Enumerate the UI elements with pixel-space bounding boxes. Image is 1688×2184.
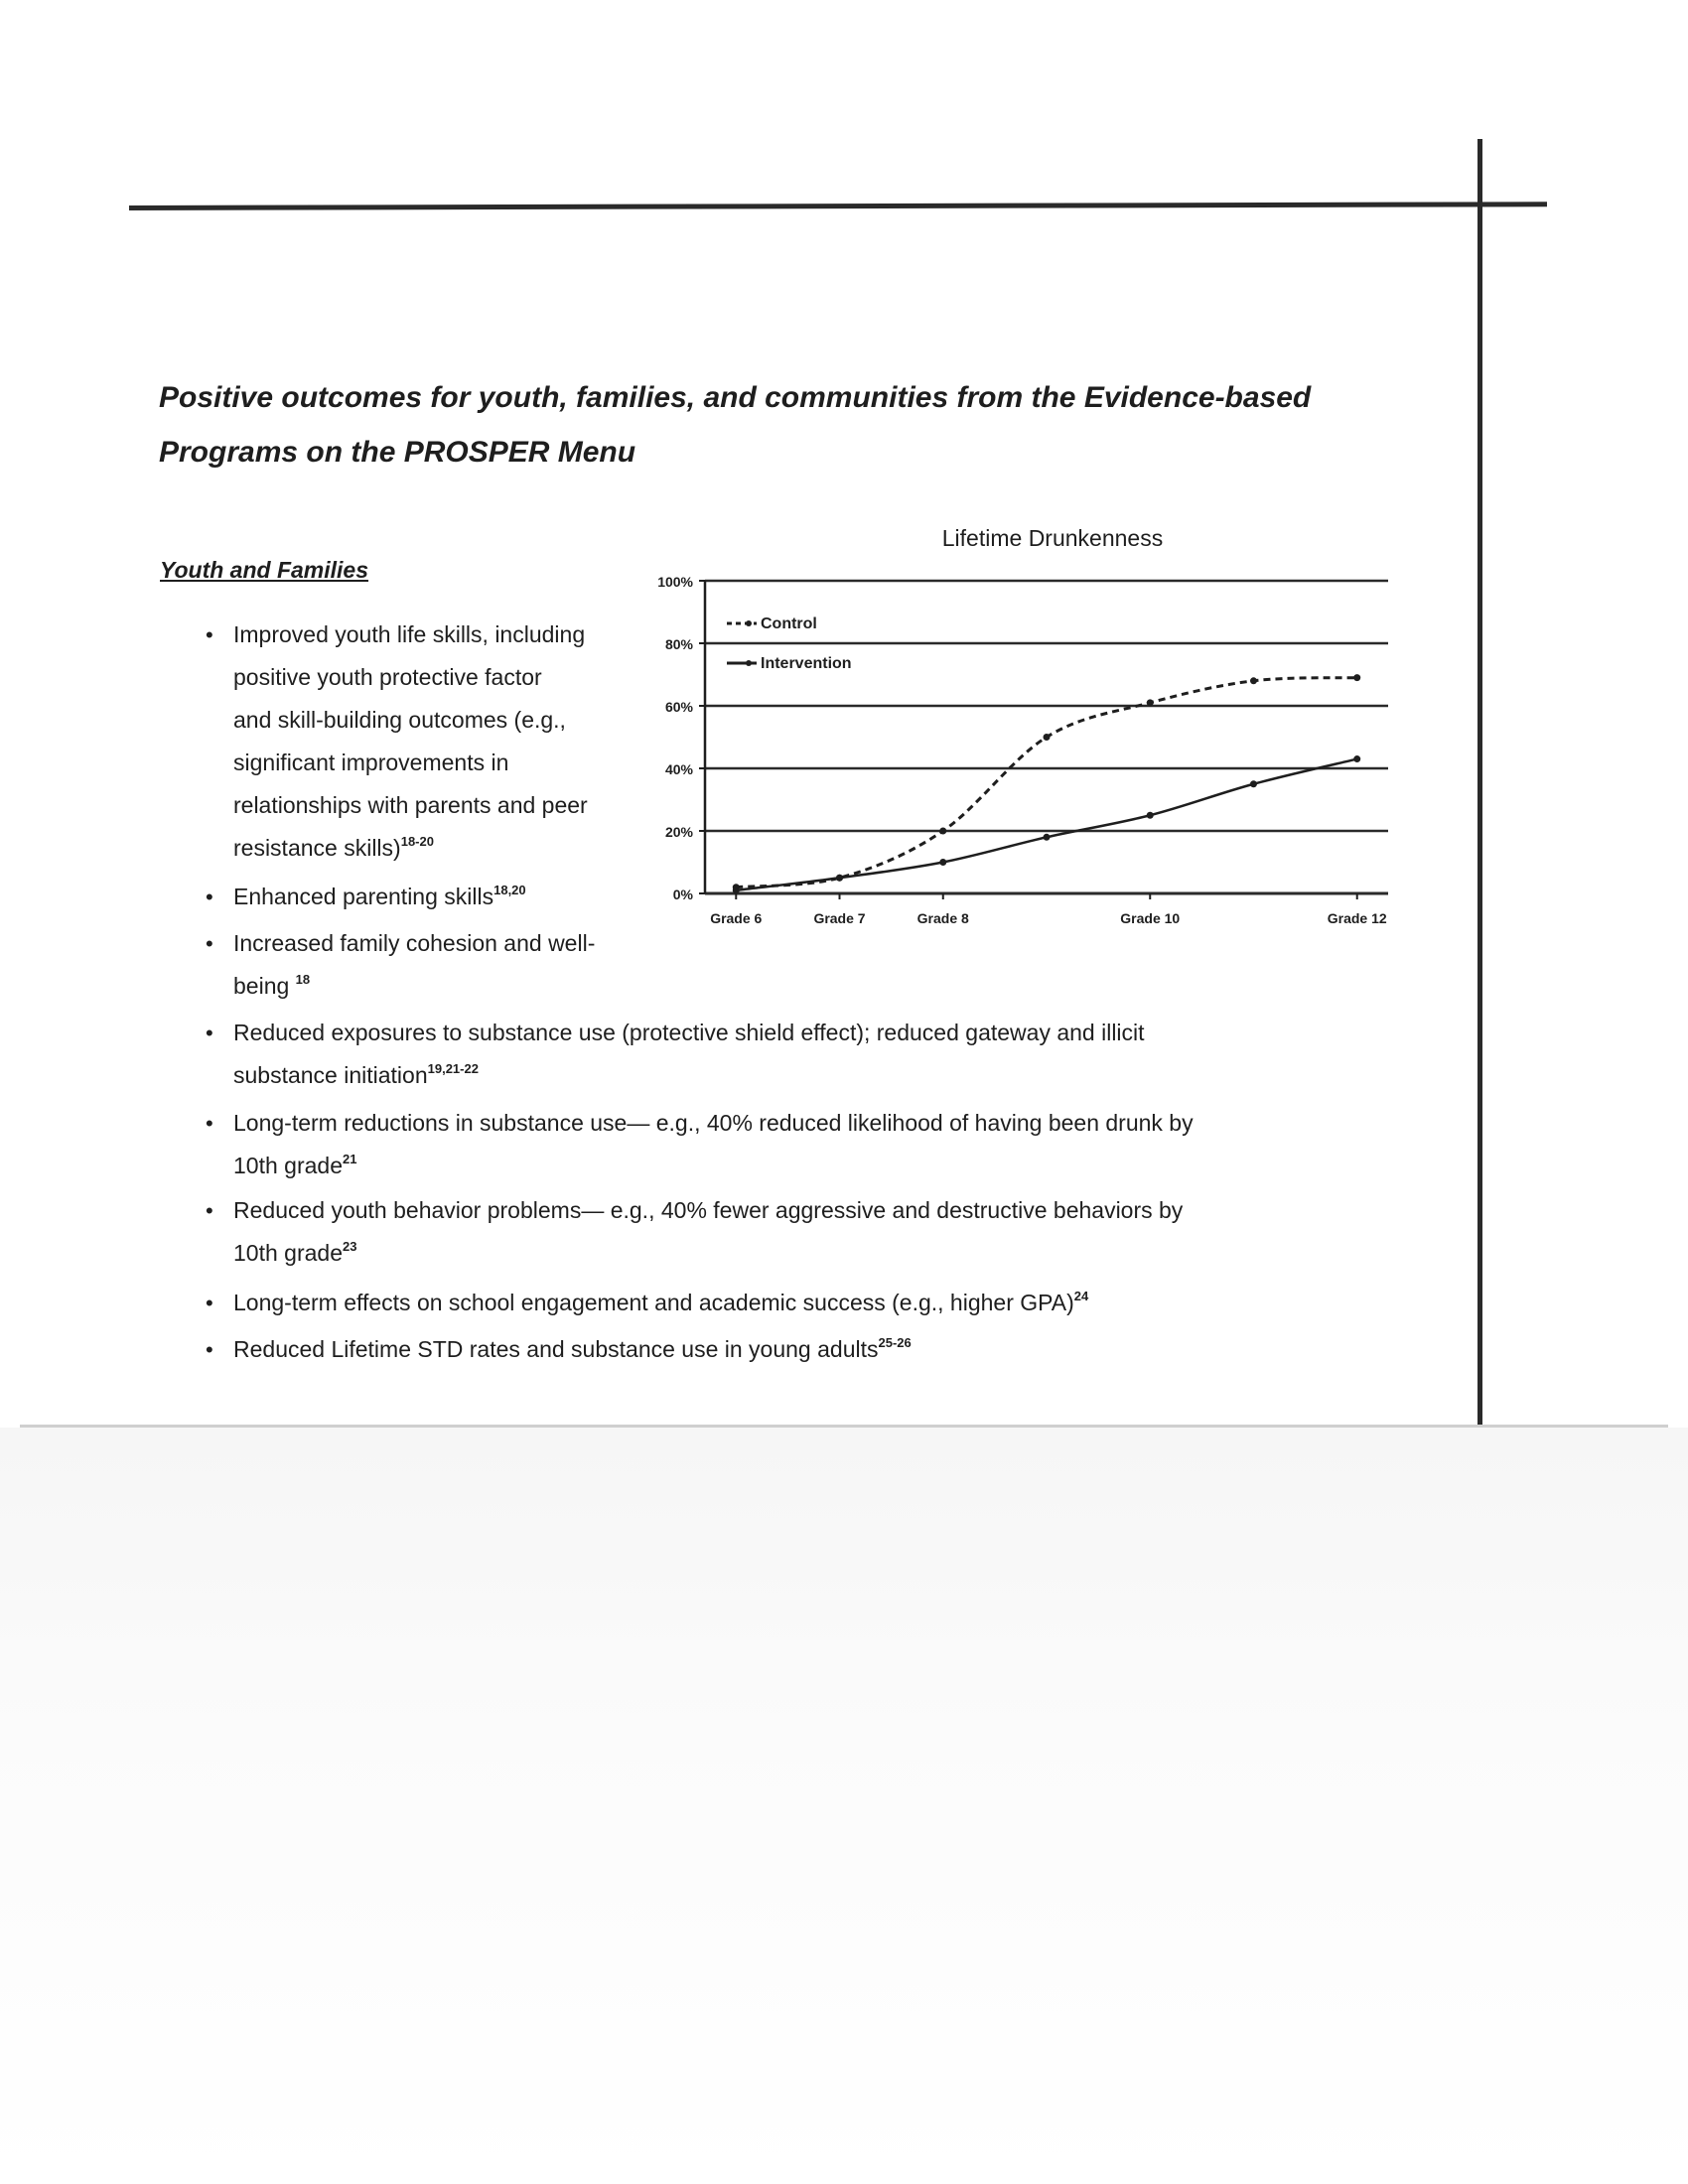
citation-superscript: 19,21-22 bbox=[427, 1061, 479, 1076]
citation-superscript: 24 bbox=[1073, 1289, 1089, 1303]
bullet-text-line: relationships with parents and peer bbox=[233, 792, 588, 818]
control-data-point bbox=[1353, 674, 1360, 681]
legend-intervention-marker bbox=[746, 660, 752, 666]
bullet-text-line: 10th grade bbox=[233, 1153, 343, 1178]
bullet-dot-icon: • bbox=[206, 1291, 213, 1315]
bullet-text-line: Long-term reductions in substance use— e.g., 40% reduced likelihood of having been drunk by bbox=[233, 1110, 1194, 1136]
y-tick-label: 20% bbox=[664, 824, 693, 840]
legend-intervention-label: Intervention bbox=[761, 655, 852, 672]
page-title-line-2: Programs on the PROSPER Menu bbox=[159, 436, 636, 469]
bullet-item-family-cohesion bbox=[206, 922, 650, 1008]
citation-superscript: 18-20 bbox=[400, 834, 434, 849]
bullet-text-line: Reduced Lifetime STD rates and substance use in young adults bbox=[233, 1336, 879, 1362]
y-tick-label: 60% bbox=[664, 699, 693, 715]
x-tick-label: Grade 7 bbox=[813, 910, 866, 926]
bullet-text-line: substance initiation bbox=[233, 1062, 428, 1088]
scan-bottom-shadow bbox=[0, 1428, 1688, 2184]
citation-superscript: 23 bbox=[342, 1239, 357, 1254]
lifetime-drunkenness-chart bbox=[635, 516, 1410, 943]
bullet-text-line: positive youth protective factor bbox=[233, 664, 542, 690]
intervention-data-point bbox=[939, 859, 946, 866]
bullet-item-long-term-reductions bbox=[206, 1102, 1405, 1187]
bullet-text-line: being bbox=[233, 973, 296, 999]
citation-superscript: 18,20 bbox=[493, 883, 526, 897]
control-data-point bbox=[939, 828, 946, 835]
citation-superscript: 25-26 bbox=[878, 1335, 912, 1350]
chart-svg bbox=[635, 516, 1410, 943]
intervention-data-point bbox=[1044, 834, 1051, 841]
page-title-line-1: Positive outcomes for youth, families, and communities from the Evidence-based bbox=[159, 381, 1312, 414]
intervention-data-point bbox=[733, 887, 740, 893]
x-tick-label: Grade 6 bbox=[710, 910, 763, 926]
bullet-dot-icon: • bbox=[206, 1021, 213, 1045]
bullet-item-parenting bbox=[206, 876, 650, 918]
bullet-item-std-rates bbox=[206, 1328, 1405, 1371]
y-tick-label: 80% bbox=[664, 636, 693, 652]
bullet-text-line: Reduced youth behavior problems— e.g., 40% fewer aggressive and destructive behaviors by bbox=[233, 1197, 1184, 1223]
bullet-dot-icon: • bbox=[206, 1111, 213, 1136]
chart-series bbox=[733, 674, 1360, 893]
bullet-dot-icon: • bbox=[206, 931, 213, 956]
intervention-data-point bbox=[1353, 755, 1360, 762]
x-tick-label: Grade 8 bbox=[916, 910, 969, 926]
legend-control-label: Control bbox=[761, 615, 817, 632]
chart-title: Lifetime Drunkenness bbox=[941, 525, 1164, 551]
control-data-point bbox=[1250, 677, 1257, 684]
bullet-item-behavior-problems bbox=[206, 1189, 1405, 1275]
bullet-text-line: 10th grade bbox=[233, 1240, 343, 1266]
citation-superscript: 21 bbox=[342, 1152, 357, 1166]
section-heading: Youth and Families bbox=[160, 557, 369, 583]
bullet-dot-icon: • bbox=[206, 622, 213, 647]
intervention-data-point bbox=[1147, 812, 1154, 819]
y-tick-label: 0% bbox=[672, 887, 693, 902]
y-tick-label: 40% bbox=[664, 761, 693, 777]
intervention-data-point bbox=[1250, 780, 1257, 787]
bullet-text-line: Improved youth life skills, including bbox=[233, 621, 586, 647]
bullet-dot-icon: • bbox=[206, 1337, 213, 1362]
bullet-text-line: Reduced exposures to substance use (protective shield effect); reduced gateway and illicit bbox=[233, 1020, 1145, 1045]
legend-control-marker bbox=[746, 620, 752, 626]
bullet-item-life-skills bbox=[206, 614, 650, 870]
bullet-text-line: resistance skills) bbox=[233, 835, 401, 861]
y-tick-label: 100% bbox=[657, 574, 693, 590]
control-data-point bbox=[1044, 734, 1051, 741]
control-data-point bbox=[1147, 699, 1154, 706]
x-tick-label: Grade 12 bbox=[1327, 910, 1387, 926]
bullet-text-line: Increased family cohesion and well- bbox=[233, 930, 596, 956]
bullet-text-line: Long-term effects on school engagement and academic success (e.g., higher GPA) bbox=[233, 1290, 1074, 1315]
intervention-series-line bbox=[736, 759, 1356, 890]
bullet-text-line: Enhanced parenting skills bbox=[233, 884, 494, 909]
bullet-dot-icon: • bbox=[206, 1198, 213, 1223]
x-tick-label: Grade 10 bbox=[1120, 910, 1181, 926]
bullet-item-substance-exposure bbox=[206, 1012, 1405, 1097]
bullet-item-school-engagement bbox=[206, 1282, 1405, 1324]
bullet-text-line: significant improvements in bbox=[233, 750, 509, 775]
citation-superscript: 18 bbox=[295, 972, 311, 987]
bullet-text-line: and skill-building outcomes (e.g., bbox=[233, 707, 566, 733]
intervention-data-point bbox=[836, 875, 843, 882]
bullet-dot-icon: • bbox=[206, 885, 213, 909]
